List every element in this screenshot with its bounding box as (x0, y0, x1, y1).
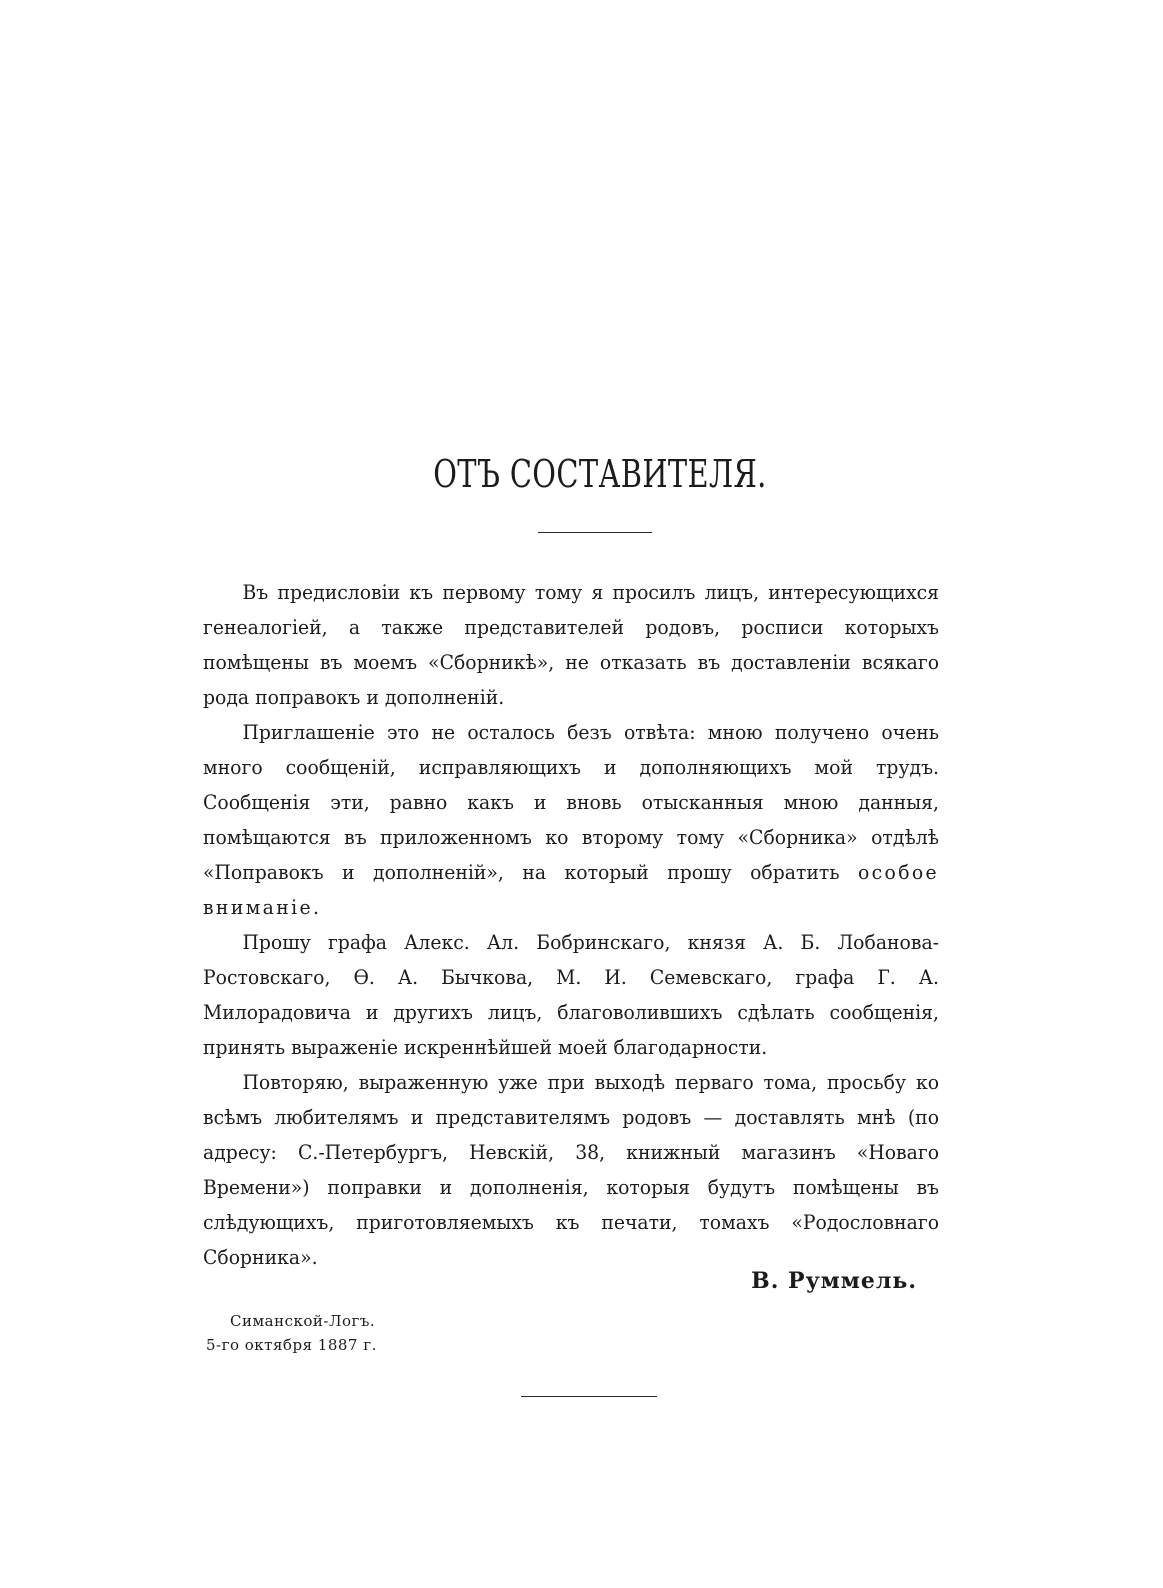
paragraph-1: Въ предисловіи къ первому тому я просилъ лицъ, интересующихся генеалогіей, а также представителей родовъ, росписи которыхъ помѣщены въ моемъ «Сборникѣ», не отказать въ доставленіи всякаго рода поправокъ и дополненій. (203, 580, 940, 709)
date-of-writing: 5-го октября 1887 г. (206, 1336, 377, 1354)
title-divider (538, 532, 652, 533)
place-of-writing: Симанской-Логъ. (230, 1312, 376, 1330)
place-and-date (206, 1309, 377, 1357)
paragraph-2-text: Приглашеніе это не осталось безъ отвѣта: мною получено очень много сообщеній, исправляющихъ и дополняющихъ мой трудъ. Сообщенія эти, равно какъ и вновь отысканныя мною данныя, помѣщаются въ приложенномъ ко второму тому «Сборника» отдѣлѣ «Поправокъ и дополненій», на который прошу обратить (203, 720, 940, 884)
preface-body (203, 575, 939, 1275)
closing-divider (521, 1396, 657, 1397)
paragraph-3: Прошу графа Алекс. Ал. Бобринскаго, князя А. Б. Лобанова-Ростовскаго, Ѳ. А. Бычкова, М. И. Семевскаго, графа Г. А. Милорадовича и другихъ лицъ, благоволившихъ сдѣлать сообщенія, принять выраженіе искреннѣйшей моей благодарности. (203, 930, 940, 1059)
page-title: ОТЪ СОСТАВИТЕЛЯ. (433, 452, 767, 496)
paragraph-2 (203, 715, 939, 925)
emphasis-text: особое вниманіе. (203, 860, 940, 919)
author-signature: В. Руммель. (751, 1268, 917, 1294)
paragraph-4: Повторяю, выраженную уже при выходѣ перваго тома, просьбу ко всѣмъ любителямъ и представителямъ родовъ — доставлять мнѣ (по адресу: С.-Петербургъ, Невскій, 38, книжный магазинъ «Новаго Времени») поправки и дополненія, которыя будутъ помѣщены въ слѣдующихъ, приготовляемыхъ къ печати, томахъ «Родословнаго Сборника». (203, 1070, 940, 1269)
